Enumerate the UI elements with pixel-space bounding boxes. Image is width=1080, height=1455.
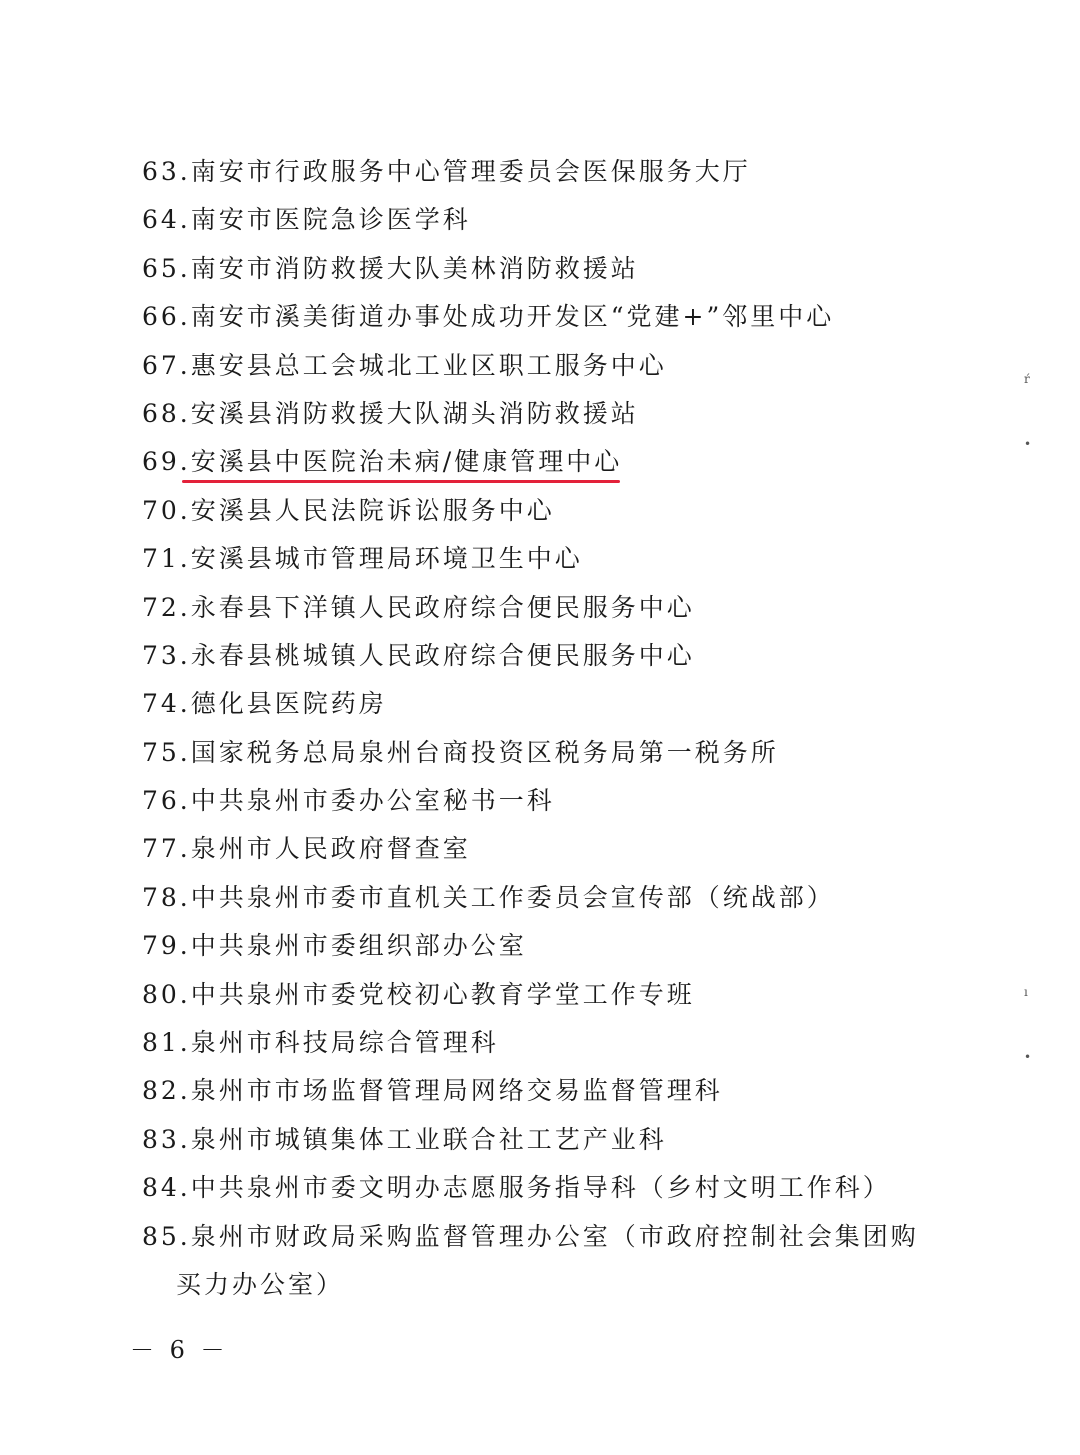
item-text: 南安市消防救援大队美林消防救援站	[190, 253, 639, 283]
item-text: 安溪县消防救援大队湖头消防救援站	[190, 398, 639, 428]
list-item	[142, 874, 942, 922]
item-number: 71.	[142, 544, 191, 574]
item-text: 中共泉州市委办公室秘书一科	[190, 786, 555, 816]
item-number: 78.	[142, 882, 191, 912]
item-text: 泉州市人民政府督查室	[190, 834, 471, 864]
item-number: 63.	[142, 157, 191, 186]
item-number: 70.	[142, 495, 191, 525]
item-number: 73.	[142, 640, 191, 670]
award-list	[142, 148, 942, 1309]
item-text: 德化县医院药房	[190, 689, 387, 719]
item-text: 泉州市财政局采购监督管理办公室（市政府控制社会集团购	[190, 1221, 919, 1251]
item-text: 南安市行政服务中心管理委员会医保服务大厅	[190, 157, 751, 186]
item-text: 安溪县中医院治未病/健康管理中心	[190, 447, 623, 477]
list-item	[142, 148, 942, 196]
item-text: 中共泉州市委市直机关工作委员会宣传部（统战部）	[190, 882, 835, 912]
list-item	[142, 390, 942, 438]
item-text: 中共泉州市委党校初心教育学堂工作专班	[190, 979, 695, 1009]
list-item	[142, 196, 942, 244]
item-number: 81.	[142, 1028, 191, 1058]
list-item	[142, 245, 942, 293]
item-number: 82.	[142, 1076, 191, 1106]
item-text: 中共泉州市委文明办志愿服务指导科（乡村文明工作科）	[190, 1173, 891, 1203]
item-number: 83.	[142, 1124, 191, 1154]
list-item	[142, 825, 942, 873]
item-number: 72.	[142, 592, 191, 622]
list-item	[142, 293, 942, 341]
list-item	[142, 1164, 942, 1212]
list-item	[142, 632, 942, 680]
item-first-line	[142, 1213, 942, 1261]
item-continuation: 买力办公室）	[176, 1270, 345, 1299]
item-number: 65.	[142, 253, 191, 283]
list-item	[142, 1213, 942, 1310]
item-number: 66.	[142, 302, 191, 332]
item-text: 中共泉州市委组织部办公室	[190, 931, 527, 961]
list-item	[142, 342, 942, 390]
list-item	[142, 584, 942, 632]
page-number: － 6 －	[130, 1336, 229, 1364]
scan-mark: ŕ	[1024, 372, 1030, 386]
list-item	[142, 971, 942, 1019]
list-item	[142, 777, 942, 825]
item-number: 68.	[142, 398, 191, 428]
item-number: 75.	[142, 737, 191, 767]
item-text: 南安市医院急诊医学科	[190, 205, 471, 235]
item-text: 泉州市市场监督管理局网络交易监督管理科	[190, 1076, 723, 1106]
item-text: 南安市溪美街道办事处成功开发区“党建+”邻里中心	[190, 302, 835, 332]
item-number: 74.	[142, 689, 191, 719]
item-text: 安溪县城市管理局环境卫生中心	[190, 544, 583, 574]
scan-mark: •	[1024, 1050, 1032, 1064]
item-number: 67.	[142, 350, 191, 380]
item-text: 永春县下洋镇人民政府综合便民服务中心	[190, 592, 695, 622]
item-text: 安溪县人民法院诉讼服务中心	[190, 495, 555, 525]
item-number: 76.	[142, 786, 191, 816]
list-item-highlighted	[142, 438, 942, 486]
list-item	[142, 1019, 942, 1067]
item-text: 惠安县总工会城北工业区职工服务中心	[190, 350, 667, 380]
list-item	[142, 1067, 942, 1115]
scan-mark: •	[1024, 437, 1032, 451]
item-text: 泉州市科技局综合管理科	[190, 1028, 499, 1058]
scan-mark: ı	[1024, 985, 1028, 999]
item-text: 泉州市城镇集体工业联合社工艺产业科	[190, 1124, 667, 1154]
item-number: 77.	[142, 834, 191, 864]
item-number: 79.	[142, 931, 191, 961]
item-text: 国家税务总局泉州台商投资区税务局第一税务所	[190, 737, 779, 767]
list-item	[142, 1116, 942, 1164]
item-number: 69.	[142, 447, 191, 477]
item-number: 80.	[142, 979, 191, 1009]
red-underline	[182, 480, 620, 483]
list-item	[142, 729, 942, 777]
item-number: 64.	[142, 205, 191, 235]
list-item	[142, 487, 942, 535]
item-number: 84.	[142, 1173, 191, 1203]
item-number: 85.	[142, 1221, 191, 1251]
list-item	[142, 535, 942, 583]
item-text: 永春县桃城镇人民政府综合便民服务中心	[190, 640, 695, 670]
list-item	[142, 922, 942, 970]
list-item	[142, 680, 942, 728]
